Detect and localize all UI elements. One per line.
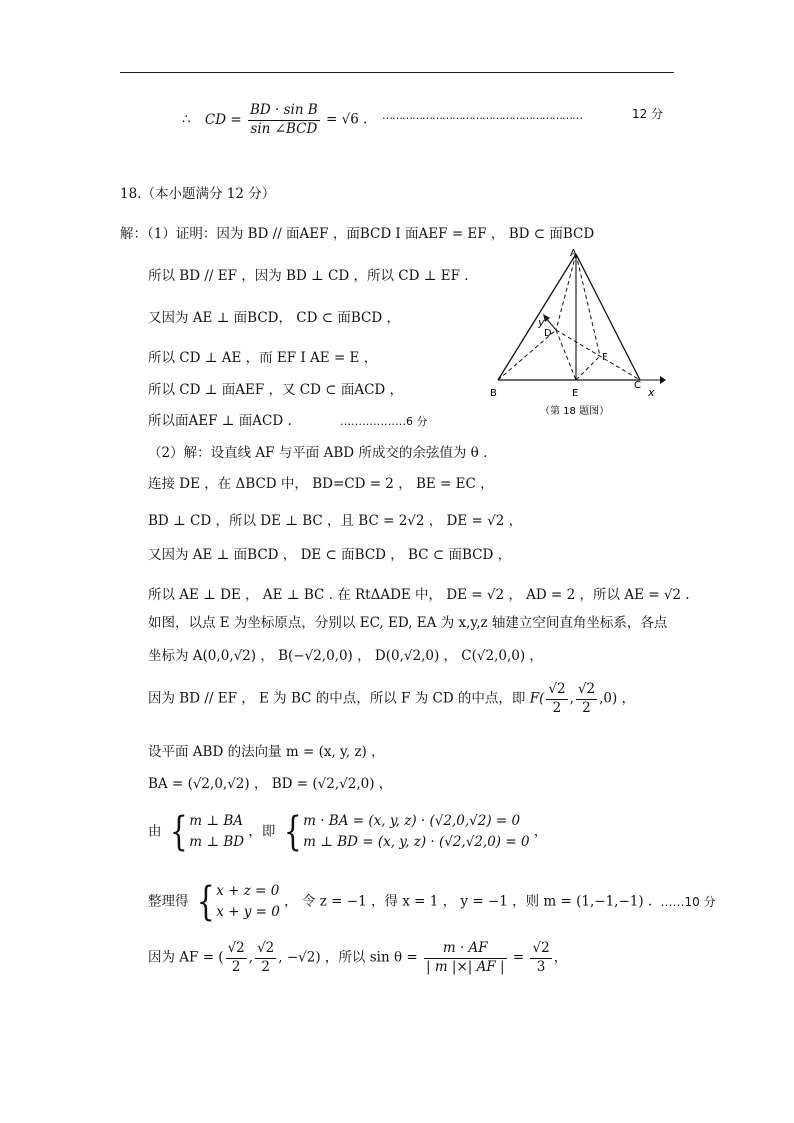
part2-line-1: （2）解：设直线 AF 与平面 ABD 所成交的余弦值为 θ .: [148, 445, 488, 461]
system1-left: [166, 809, 245, 855]
system2-score: ……10 分: [660, 895, 716, 909]
edge-ad: [556, 254, 576, 330]
part2-line-2: 连接 DE ，在 ΔBCD 中， BD=CD = 2 ， BE = EC ，: [148, 476, 494, 492]
system2-eq-b: x + y = 0: [216, 904, 280, 920]
question-18-heading: 18.（本小题满分 12 分）: [120, 186, 276, 202]
f-point-suffix: ,0) ，: [599, 690, 636, 707]
cd-lhs: CD =: [204, 111, 242, 128]
left-brace-1: {: [169, 809, 188, 855]
last-line: 因为 AF = ( $\frac{√2}{2}$ , $\frac{√2}{2}$ , −√2) ，所以 sin θ = $\frac{m \cdot AF}{| m |\times| AF |}$ = $\frac{√2}{3}$ ，: [148, 940, 568, 975]
part1-line-5: 所以 CD ⊥ 面AEF ，又 CD ⊂ 面ACD ，: [148, 382, 404, 398]
f-y-num: √2: [576, 683, 597, 700]
part2-line-6: 如图，以点 E 为坐标原点，分别以 EC, ED, EA 为 x,y,z 轴建立空间直角坐标系，各点: [148, 615, 668, 631]
sin-frac-den: | m |×| AF |: [425, 958, 505, 975]
part2-line-9: 设平面 ABD 的法向量 m = (x, y, z) ，: [148, 744, 385, 760]
system1-you: 由: [148, 823, 162, 840]
part2-line-3: BD ⊥ CD ，所以 DE ⊥ BC ，且 BC = 2√2 ， DE = √2 ，: [148, 513, 523, 529]
label-d: D: [544, 328, 552, 339]
edge-ab: [498, 254, 576, 380]
label-c: C: [634, 380, 641, 391]
last-tail1: , −√2) ，所以 sin θ =: [278, 949, 418, 966]
part1-score: ………………6 分: [340, 415, 428, 428]
af-x-frac: [226, 942, 247, 974]
label-f: F: [602, 352, 608, 363]
system1-ji: ，即: [248, 823, 276, 840]
af-y-num: √2: [255, 942, 276, 959]
left-brace-3: {: [196, 879, 215, 925]
part1-line-2: 所以 BD // EF ，因为 BD ⊥ CD ，所以 CD ⊥ EF .: [148, 268, 469, 284]
f-y-den: 2: [582, 699, 591, 716]
score-12: 12 分: [632, 107, 664, 121]
score-dots: ……………………………………………………: [382, 109, 582, 122]
header-rule: [120, 72, 674, 73]
system1-right-b: m ⊥ BD = (x, y, z) · (√2,√2,0) = 0: [303, 834, 530, 850]
edge-ef: [576, 356, 600, 380]
result-frac: [530, 942, 551, 974]
system2-braces: [193, 879, 280, 925]
f-x-frac: [546, 683, 567, 715]
x-axis-arrow: [660, 376, 666, 384]
sin-frac-num: m · AF: [424, 942, 507, 959]
f-x-num: √2: [546, 683, 567, 700]
system1-left-a: m ⊥ BA: [189, 812, 243, 829]
af-y-frac: [255, 942, 276, 974]
system-1: [148, 809, 548, 855]
part1-line-6: 所以面AEF ⊥ 面ACD .: [148, 413, 292, 429]
part2-line-5: 所以 AE ⊥ DE ， AE ⊥ BC . 在 RtΔADE 中， DE = √2 ， AD = 2 ，所以 AE = √2 .: [148, 587, 690, 603]
label-x: x: [648, 386, 655, 399]
cd-frac-den: sin ∠BCD: [250, 120, 318, 137]
edge-de: [556, 330, 576, 380]
label-e: E: [572, 388, 579, 399]
system2-rest: ， 令 z = −1 ，得 x = 1 ， y = −1 ，则 m = (1,−1,−1) .: [284, 893, 653, 910]
label-a: A: [570, 248, 577, 259]
tetrahedron-figure: [488, 240, 668, 420]
sin-frac: [424, 942, 507, 974]
part1-line-4: 所以 CD ⊥ AE ，而 EF I AE = E ，: [148, 350, 378, 366]
af-x-num: √2: [226, 942, 247, 959]
system1-tail: ，: [533, 823, 548, 840]
system2-eq-a: x + z = 0: [216, 882, 280, 899]
f-x-den: 2: [552, 699, 562, 716]
af-y-den: 2: [261, 958, 270, 975]
cd-rhs: = √6 .: [326, 111, 368, 128]
system2-prefix: 整理得: [148, 893, 189, 910]
last-eq: =: [512, 949, 525, 966]
system1-right: [280, 809, 530, 855]
therefore-sign: ∴: [182, 111, 191, 128]
last-end: ，: [553, 949, 568, 966]
part2-line-8: 因为 BD // EF ， E 为 BC 的中点，所以 F 为 CD 的中点，即 F( $\frac{√2}{2}$ , $\frac{√2}{2}$ ,0) ，: [148, 681, 636, 716]
edge-ac: [576, 254, 640, 380]
cd-fraction: [248, 104, 320, 136]
system1-left-b: m ⊥ BD: [189, 834, 245, 850]
system-2: [148, 879, 716, 925]
edge-af: [576, 254, 600, 356]
af-x-den: 2: [231, 958, 241, 975]
part1-line-3: 又因为 AE ⊥ 面BCD， CD ⊂ 面BCD ，: [148, 310, 400, 326]
part1-line-1: 解：（1）证明：因为 BD // 面AEF ，面BCD I 面AEF = EF ， BD ⊂ 面BCD: [120, 226, 595, 242]
part2-line-4: 又因为 AE ⊥ 面BCD ， DE ⊂ 面BCD ， BC ⊂ 面BCD ，: [148, 547, 512, 563]
f-point-prefix: F(: [529, 690, 545, 707]
part2-line-10: BA = (√2,0,√2) ， BD = (√2,√2,0) ，: [148, 776, 393, 792]
left-brace-2: {: [283, 809, 302, 855]
therefore-line: [182, 104, 367, 136]
result-num: √2: [530, 942, 551, 959]
label-y: y: [538, 316, 545, 329]
system1-right-a: m · BA = (x, y, z) · (√2,0,√2) = 0: [303, 812, 521, 829]
part2-line-8-text: 因为 BD // EF ， E 为 BC 的中点，所以 F 为 CD 的中点，即: [148, 690, 526, 707]
cd-frac-num: BD · sin B: [248, 104, 320, 121]
part2-line-7: 坐标为 A(0,0,√2) ， B(−√2,0,0) ， D(0,√2,0) ， C(√2,0,0) ，: [148, 648, 543, 664]
figure-caption: （第 18 题图）: [540, 406, 610, 417]
label-b: B: [490, 388, 497, 399]
last-prefix: 因为 AF = (: [148, 949, 224, 966]
result-den: 3: [536, 958, 546, 975]
f-y-frac: [576, 683, 597, 715]
